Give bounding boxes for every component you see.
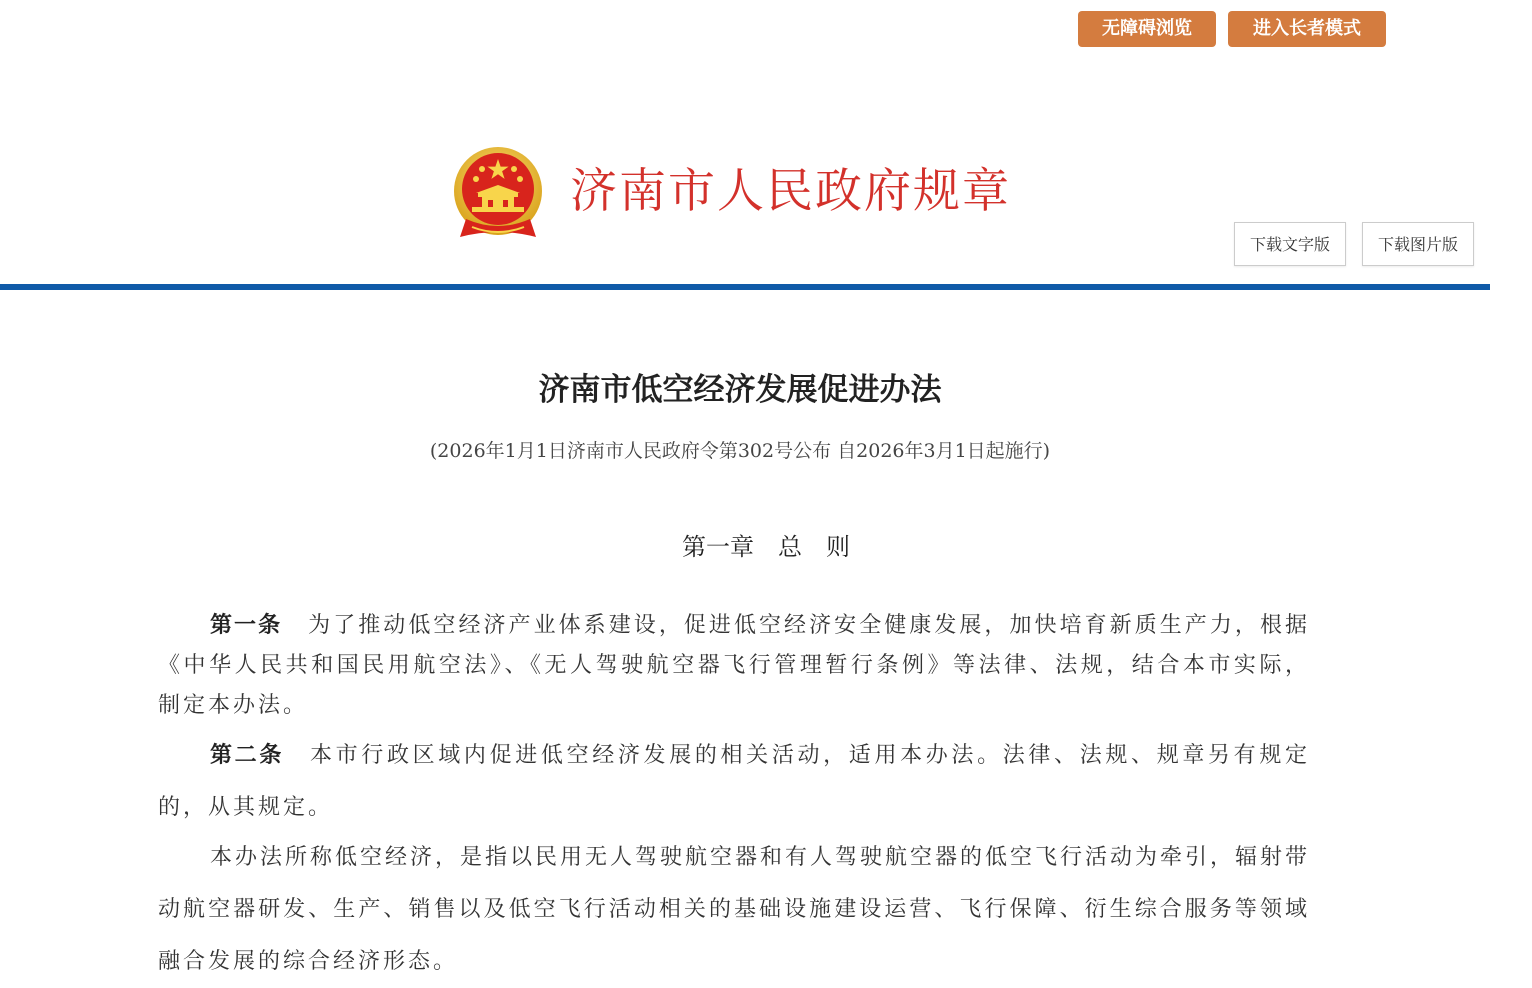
article-paragraph bbox=[158, 606, 1310, 726]
article-text: 本市行政区域内促进低空经济发展的相关活动，适用本办法。法律、法规、规章另有规定的，从其规定。 bbox=[158, 743, 1310, 820]
article-text: 为了推动低空经济产业体系建设，促进低空经济安全健康发展，加快培育新质生产力，根据《中华人民共和国民用航空法》、《无人驾驶航空器飞行管理暂行条例》等法律、法规，结合本市实际，制定本办法。 bbox=[158, 613, 1310, 718]
article-label: 第二条 bbox=[210, 743, 284, 768]
document-title: 济南市低空经济发展促进办法 bbox=[538, 372, 942, 408]
national-emblem-icon bbox=[452, 147, 544, 243]
site-title: 济南市人民政府规章 bbox=[570, 164, 1011, 219]
header-divider bbox=[0, 284, 1490, 290]
article-paragraph bbox=[158, 832, 1310, 988]
download-image-button[interactable]: 下载图片版 bbox=[1362, 222, 1474, 266]
chapter-heading: 第一章 总 则 bbox=[682, 533, 850, 561]
article-label: 第一条 bbox=[210, 613, 283, 638]
article-paragraph bbox=[158, 730, 1310, 834]
accessible-browse-button[interactable]: 无障碍浏览 bbox=[1078, 11, 1216, 47]
document-subtitle: (2026年1月1日济南市人民政府令第302号公布 自2026年3月1日起施行) bbox=[429, 440, 1051, 462]
download-text-button[interactable]: 下载文字版 bbox=[1234, 222, 1346, 266]
article-text: 本办法所称低空经济，是指以民用无人驾驶航空器和有人驾驶航空器的低空飞行活动为牵引，辐射带动航空器研发、生产、销售以及低空飞行活动相关的基础设施建设运营、飞行保障、衍生综合服务等领域融合发展的综合经济形态。 bbox=[158, 845, 1311, 974]
elder-mode-button[interactable]: 进入长者模式 bbox=[1228, 11, 1386, 47]
